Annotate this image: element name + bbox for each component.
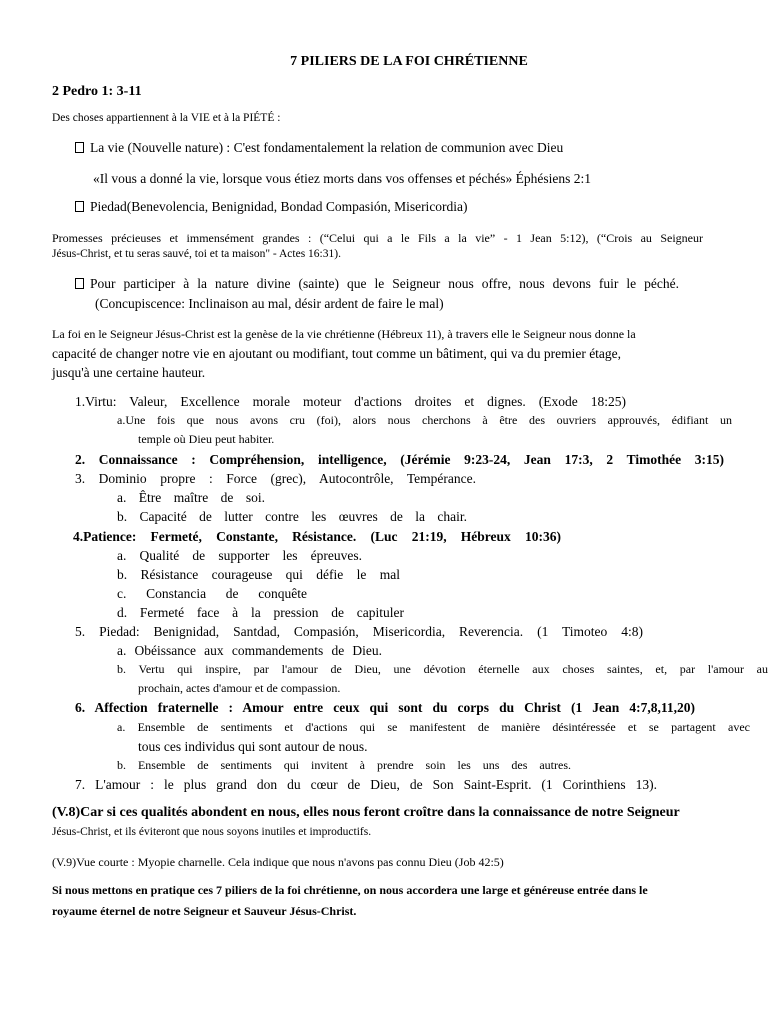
vie-quote: «Il vous a donné la vie, lorsque vous étiez morts dans vos offenses et péchés» Éphésiens 2:1 [93,171,592,186]
pillar-3-a: a. Être maître de soi. [117,490,265,505]
verse-9: (V.9)Vue courte : Myopie charnelle. Cela indique que nous n'avons pas connu Dieu (Job 42:5) [52,855,504,869]
pillar-7: 7. L'amour : le plus grand don du cœur de Dieu, de Son Saint-Esprit. (1 Corinthiens 13). [75,777,657,792]
pillar-5: 5. Piedad: Benignidad, Santdad, Compasión, Misericordia, Reverencia. (1 Timoteo 4:8) [75,624,643,639]
pillar-6-a-line-1: a. Ensemble de sentiments et d'actions qui se manifestent de manière désintéressée et se partagent avec [117,720,750,734]
promesses-line-1: Promesses précieuses et immensément grandes : (“Celui qui a le Fils a la vie” - 1 Jean 5:12), (“Crois au Seigneur [52,231,703,245]
intro-text: Des choses appartiennent à la VIE et à la PIÉTÉ : [52,112,281,124]
pillar-5-b-line-1: b. Vertu qui inspire, par l'amour de Dieu, une dévotion éternelle aux choses saintes, et, par l'amour au [117,662,768,676]
pillar-4-d: d. Fermeté face à la pression de capituler [117,605,404,620]
conclusion-line-2: royaume éternel de notre Seigneur et Sauveur Jésus-Christ. [52,904,357,918]
verse-8-line-2: Jésus-Christ, et ils éviteront que nous soyons inutiles et improductifs. [52,826,372,838]
bullet-participer: Pour participer à la nature divine (sainte) que le Seigneur nous offre, nous devons fuir le péché. [75,276,679,292]
pillar-3-b: b. Capacité de lutter contre les œuvres de la chair. [117,509,467,524]
scripture-reference: 2 Pedro 1: 3-11 [52,84,142,99]
pillar-4-a: a. Qualité de supporter les épreuves. [117,548,362,563]
checkbox-icon [75,142,84,153]
document-title: 7 PILIERS DE LA FOI CHRÉTIENNE [290,54,528,69]
pillar-5-a: a. Obéissance aux commandements de Dieu. [117,643,382,658]
pillar-3: 3. Dominio propre : Force (grec), Autocontrôle, Tempérance. [75,471,476,486]
pillar-2: 2. Connaissance : Compréhension, intelligence, (Jérémie 9:23-24, Jean 17:3, 2 Timothée 3:15) [75,452,724,467]
pillar-6-a-line-2: tous ces individus qui sont autour de nous. [138,739,368,754]
pillar-1: 1.Virtu: Valeur, Excellence morale moteur d'actions droites et dignes. (Exode 18:25) [75,394,626,409]
pillar-1-a-line-2: temple où Dieu peut habiter. [138,432,275,446]
bullet-vie: La vie (Nouvelle nature) : C'est fondamentalement la relation de communion avec Dieu [75,140,563,156]
verse-8-line-1: (V.8)Car si ces qualités abondent en nous, elles nous feront croître dans la connaissance de notre Seigneur [52,805,680,820]
bullet-piedad: Piedad(Benevolencia, Benignidad, Bondad Compasión, Misericordia) [75,199,468,215]
checkbox-icon [75,201,84,212]
pillar-4: 4.Patience: Fermeté, Constante, Résistance. (Luc 21:19, Hébreux 10:36) [73,529,561,544]
pillar-1-a-line-1: a.Une fois que nous avons cru (foi), alors nous cherchons à être des ouvriers approuvés, édifiant un [117,413,732,427]
pillar-4-b: b. Résistance courageuse qui défie le mal [117,567,400,582]
pillar-6: 6. Affection fraternelle : Amour entre ceux qui sont du corps du Christ (1 Jean 4:7,8,11,20) [75,700,695,715]
checkbox-icon [75,278,84,289]
promesses-line-2: Jésus-Christ, et tu seras sauvé, toi et ta maison" - Actes 16:31). [52,248,341,260]
concupiscence-line: (Concupiscence: Inclinaison au mal, désir ardent de faire le mal) [95,296,444,311]
pillar-4-c: c. Constancia de conquête [117,586,307,601]
pillar-5-b-line-2: prochain, actes d'amour et de compassion. [138,681,341,695]
foi-line-2: capacité de changer notre vie en ajoutant ou modifiant, tout comme un bâtiment, qui va du premier étage, [52,346,622,361]
foi-line-1: La foi en le Seigneur Jésus-Christ est la genèse de la vie chrétienne (Hébreux 11), à travers elle le Seigneur nous donne la [52,327,636,341]
conclusion-line-1: Si nous mettons en pratique ces 7 piliers de la foi chrétienne, on nous accordera une large et généreuse entrée dans le [52,883,648,897]
foi-line-3: jusqu'à une certaine hauteur. [52,365,206,380]
pillar-6-b: b. Ensemble de sentiments qui invitent à prendre soin les uns des autres. [117,758,571,772]
